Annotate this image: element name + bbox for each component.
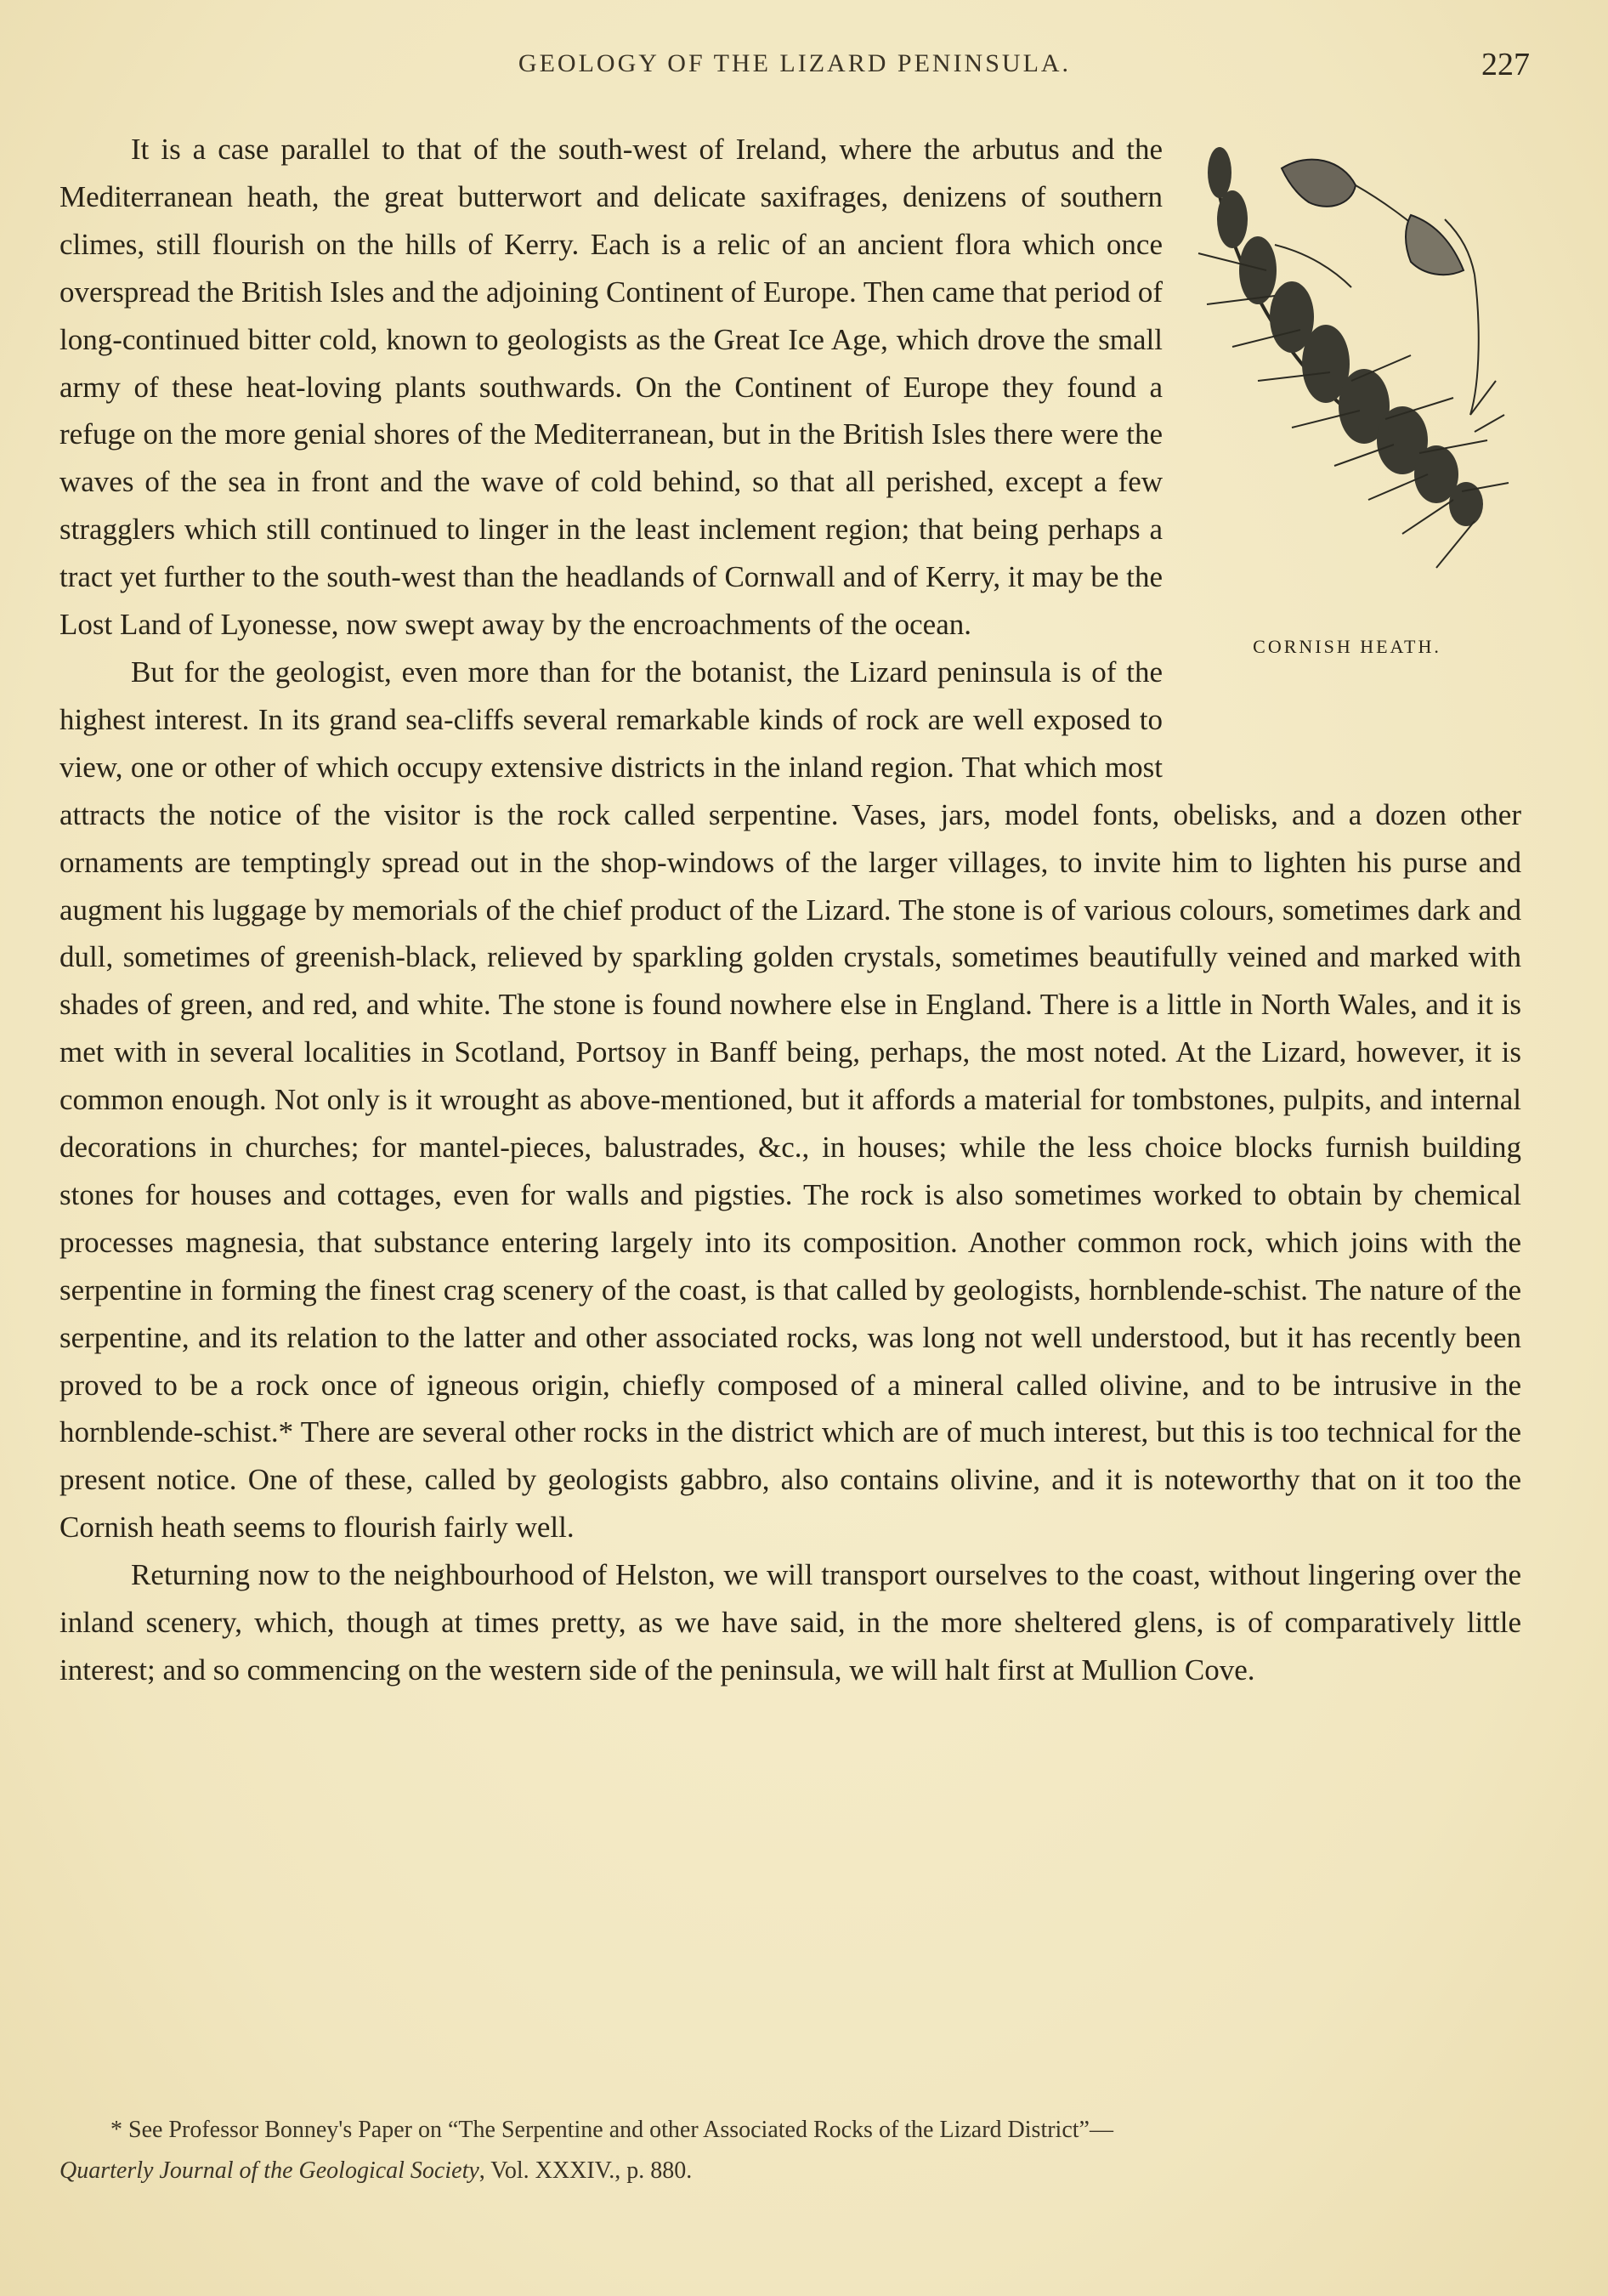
paragraph-3: Returning now to the neighbourhood of Helston, we will transport ourselves to the coast, without lingering over the inland scenery, which, though at times pretty, as we have said, in the more sheltered glens, is of comparatively little interest; and so commencing on the western side of the peninsula, we will halt first at Mullion Cove. [59,1558,1521,1687]
paragraph-2: But for the geologist, even more than for the botanist, the Lizard peninsula is of the highest interest. In its grand sea-cliffs several remarkable kinds of rock are well exposed to view, one or other of which occupy extensive districts in the inland region. That which most attracts the notice of the visitor is the rock called serpentine. Vases, jars, model fonts, obelisks, and a dozen other ornaments are temptingly spread out in the shop-windows of the larger villages, to invite him to lighten his purse and augment his luggage by memorials of the chief product of the Lizard. The stone is of various colours, sometimes dark and dull, sometimes of greenish-black, relieved by sparkling golden crystals, sometimes beautifully veined and marked with shades of green, and red, and white. The stone is found nowhere else in England. There is a little in North Wales, and it is met with in several localities in Scotland, Portsoy in Banff being, perhaps, the most noted. At the Lizard, however, it is common enough. Not only is it wrought as above-mentioned, but it affords a material for tombstones, pulpits, and internal decorations in churches; for mantel-pieces, balustrades, &c., in houses; while the less choice blocks furnish building stones for houses and cottages, even for walls and pigsties. The rock is also sometimes worked to obtain by chemical processes magnesia, that substance entering largely into its composition. Another common rock, which joins with the serpentine in forming the finest crag scenery of the coast, is that called by geologists, hornblende-schist. The nature of the serpentine, and its relation to the latter and other associated rocks, was long not well understood, but it has recently been proved to be a rock once of igneous origin, chiefly composed of a mineral called olivine, and to be intrusive in the hornblende-schist.* There are several other rocks in the district which are of much interest, but this is too technical for the present notice. One of these, called by geologists gabbro, also contains olivine, and it is noteworthy that on it too the Cornish heath seems to flourish fairly well. [59,655,1521,1545]
body-text [59,126,1521,1694]
cornish-heath-figure [1181,126,1521,750]
running-title: GEOLOGY OF THE LIZARD PENINSULA. [518,49,1072,77]
footnote-line-2 [59,2151,1521,2191]
footnote-line-1: * See Professor Bonney's Paper on “The Serpentine and other Associated Rocks of the Lizard District”— [110,2117,1113,2143]
cornish-heath-illustration [1181,126,1521,619]
footnote [59,2110,1521,2191]
page-number: 227 [1481,47,1530,82]
footnote-citation: , Vol. XXXIV., p. 880. [478,2157,693,2184]
journal-title: Quarterly Journal of the Geological Society [59,2157,479,2184]
paragraph-1: It is a case parallel to that of the south-west of Ireland, where the arbutus and the Mediterranean heath, the great butterwort and delicate saxifrages, denizens of southern climes, still flourish on the hills of Kerry. Each is a relic of an ancient flora which once overspread the British Isles and the adjoining Continent of Europe. Then came that period of long-continued bitter cold, known to geologists as the Great Ice Age, which drove the small army of these heat-loving plants southwards. On the Continent of Europe they found a refuge on the more genial shores of the Mediterranean, but in the British Isles there were the waves of the sea in front and the wave of cold behind, so that all perished, except a few stragglers which still continued to linger in the least inclement region; that being perhaps a tract yet further to the south-west than the headlands of Cornwall and of Kerry, it may be the Lost Land of Lyonesse, now swept away by the encroachments of the ocean. [59,133,1163,642]
running-header [59,49,1530,87]
figure-caption: CORNISH HEATH. [1253,636,1441,657]
